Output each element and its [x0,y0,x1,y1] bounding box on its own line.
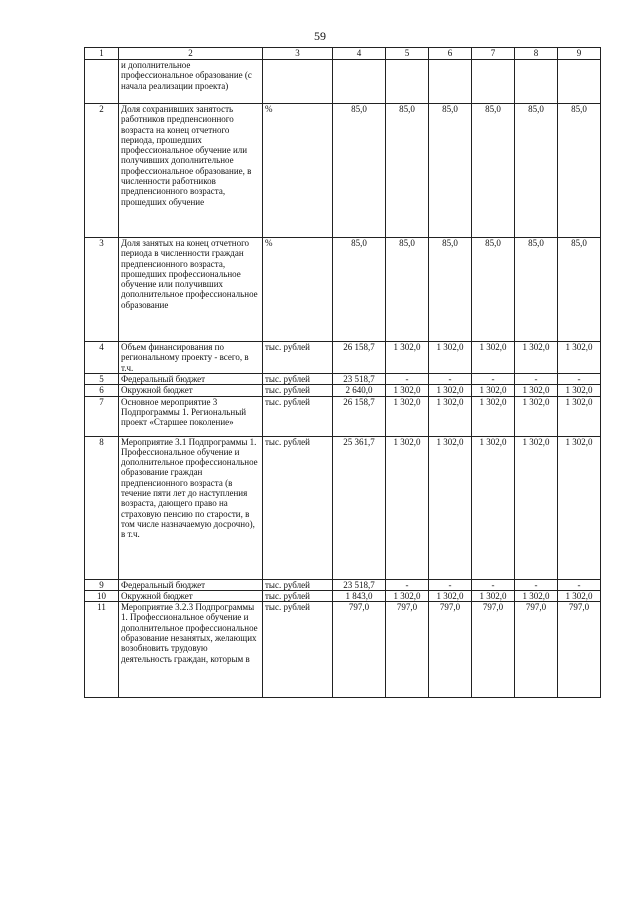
indicator-name-cell: Доля сохранивших занятость работников предпенсионного возраста на конец отчетного периода, прошедших профессиональное обучение или получивших дополнительное профессиональное образование, в численности работников предпенсионного возраста, прошедших обучение [119,104,263,238]
value-cell: 26 158,7 [333,396,386,436]
value-cell: 1 302,0 [386,342,429,374]
row-number-cell: 3 [85,238,119,342]
table-row [85,602,601,698]
table-row [85,579,601,590]
value-cell: 1 302,0 [515,590,558,601]
value-cell: 1 302,0 [429,590,472,601]
value-cell: 1 302,0 [429,342,472,374]
value-cell: 1 302,0 [429,385,472,396]
row-number-cell: 10 [85,590,119,601]
value-cell [558,60,601,104]
table-row [85,436,601,579]
value-cell: 1 302,0 [386,436,429,579]
value-cell: - [515,374,558,385]
header-cell: 1 [85,48,119,60]
value-cell: 1 302,0 [472,590,515,601]
table-row [85,60,601,104]
data-table [84,47,601,698]
value-cell: 797,0 [472,602,515,698]
table-row [85,396,601,436]
header-cell: 3 [263,48,333,60]
row-number-cell: 2 [85,104,119,238]
indicator-name-cell: Доля занятых на конец отчетного периода в численности граждан предпенсионного возраста, прошедших профессиональное обучение или получивших дополнительное профессиональное образование [119,238,263,342]
value-cell: 2 640,0 [333,385,386,396]
value-cell: 1 302,0 [472,342,515,374]
value-cell: 85,0 [558,238,601,342]
unit-cell: тыс. рублей [263,602,333,698]
header-cell: 7 [472,48,515,60]
value-cell: 1 302,0 [558,590,601,601]
header-cell: 5 [386,48,429,60]
unit-cell: тыс. рублей [263,590,333,601]
unit-cell: % [263,104,333,238]
value-cell: 1 302,0 [429,396,472,436]
value-cell: - [515,579,558,590]
header-cell: 4 [333,48,386,60]
table-row [85,590,601,601]
table-row [85,385,601,396]
row-number-cell: 8 [85,436,119,579]
value-cell: 1 302,0 [558,396,601,436]
value-cell: 1 302,0 [472,396,515,436]
value-cell [515,60,558,104]
header-row [85,48,601,60]
value-cell: 1 302,0 [472,385,515,396]
value-cell: 25 361,7 [333,436,386,579]
value-cell: 1 302,0 [386,385,429,396]
unit-cell: тыс. рублей [263,342,333,374]
indicator-name-cell: Объем финансирования по региональному проекту - всего, в т.ч. [119,342,263,374]
header-cell: 2 [119,48,263,60]
value-cell: - [429,579,472,590]
value-cell: 1 302,0 [429,436,472,579]
value-cell: 1 302,0 [386,590,429,601]
table-row [85,374,601,385]
unit-cell: % [263,238,333,342]
row-number-cell: 5 [85,374,119,385]
value-cell: 1 302,0 [386,396,429,436]
indicator-name-cell: Окружной бюджет [119,385,263,396]
value-cell: 85,0 [515,104,558,238]
value-cell: 85,0 [386,104,429,238]
value-cell: 85,0 [472,238,515,342]
value-cell: 797,0 [333,602,386,698]
value-cell: 1 302,0 [515,436,558,579]
table-row [85,238,601,342]
indicator-name-cell: Федеральный бюджет [119,374,263,385]
value-cell: 1 302,0 [515,342,558,374]
value-cell: - [386,579,429,590]
value-cell: - [472,374,515,385]
table-row [85,342,601,374]
indicator-name-cell: Окружной бюджет [119,590,263,601]
value-cell: 85,0 [472,104,515,238]
unit-cell [263,60,333,104]
indicator-name-cell: Мероприятие 3.2.3 Подпрограммы 1. Профессиональное обучение и дополнительное профессиональное образование незанятых, желающих возобновить трудовую деятельность граждан, которым в [119,602,263,698]
row-number-cell: 6 [85,385,119,396]
value-cell: 85,0 [333,238,386,342]
value-cell [333,60,386,104]
row-number-cell: 7 [85,396,119,436]
value-cell: 1 302,0 [515,385,558,396]
value-cell: 797,0 [515,602,558,698]
header-cell: 9 [558,48,601,60]
unit-cell: тыс. рублей [263,396,333,436]
value-cell [386,60,429,104]
value-cell: - [558,579,601,590]
value-cell: 85,0 [429,104,472,238]
header-cell: 8 [515,48,558,60]
value-cell: 23 518,7 [333,374,386,385]
value-cell: 1 302,0 [558,342,601,374]
value-cell: 85,0 [333,104,386,238]
value-cell: 26 158,7 [333,342,386,374]
unit-cell: тыс. рублей [263,374,333,385]
value-cell: - [429,374,472,385]
value-cell: 797,0 [429,602,472,698]
unit-cell: тыс. рублей [263,579,333,590]
row-number-cell: 9 [85,579,119,590]
value-cell: - [472,579,515,590]
value-cell: 85,0 [429,238,472,342]
unit-cell: тыс. рублей [263,436,333,579]
value-cell: 1 302,0 [515,396,558,436]
indicator-name-cell: Федеральный бюджет [119,579,263,590]
row-number-cell [85,60,119,104]
row-number-cell: 4 [85,342,119,374]
value-cell: 797,0 [386,602,429,698]
table-body [85,60,601,698]
row-number-cell: 11 [85,602,119,698]
unit-cell: тыс. рублей [263,385,333,396]
header-cell: 6 [429,48,472,60]
value-cell: 1 302,0 [558,385,601,396]
table-row [85,104,601,238]
value-cell: 85,0 [558,104,601,238]
value-cell: 85,0 [386,238,429,342]
value-cell: 85,0 [515,238,558,342]
value-cell: - [386,374,429,385]
indicator-name-cell: Мероприятие 3.1 Подпрограммы 1. Профессиональное обучение и дополнительное профессиональное образование граждан предпенсионного возраста (в течение пяти лет до наступления возраста, дающего право на страховую пенсию по старости, в том числе назначаемую досрочно), в т.ч. [119,436,263,579]
indicator-name-cell: Основное мероприятие 3 Подпрограммы 1. Региональный проект «Старшее поколение» [119,396,263,436]
value-cell: 1 302,0 [558,436,601,579]
value-cell: 1 302,0 [472,436,515,579]
indicator-name-cell: и дополнительное профессиональное образование (с начала реализации проекта) [119,60,263,104]
value-cell: 1 843,0 [333,590,386,601]
value-cell: 797,0 [558,602,601,698]
page-number: 59 [314,29,326,43]
value-cell [472,60,515,104]
value-cell [429,60,472,104]
value-cell: 23 518,7 [333,579,386,590]
value-cell: - [558,374,601,385]
